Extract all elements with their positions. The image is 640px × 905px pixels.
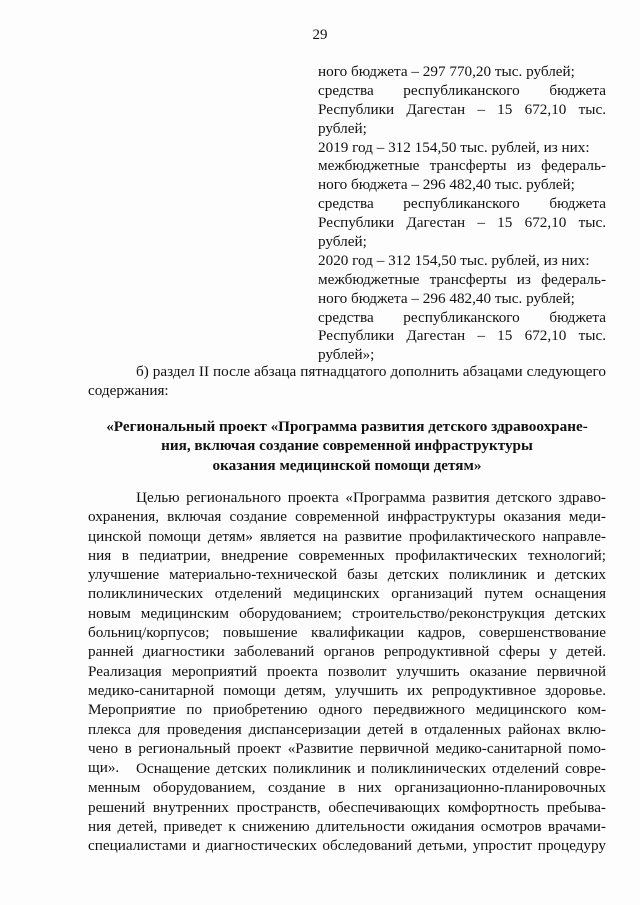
text-line: медико-санитарной помощи детям, улучшить их репродуктивное здоровье. xyxy=(88,681,606,699)
text-line: охранения, включая создание современной инфраструктуры оказания меди- xyxy=(88,508,606,526)
budget-line: Республики Дагестан – 15 672,10 тыс. xyxy=(318,327,606,345)
budget-line: Республики Дагестан – 15 672,10 тыс. xyxy=(318,100,606,118)
budget-line: Республики Дагестан – 15 672,10 тыс. xyxy=(318,214,606,232)
budget-line: ного бюджета – 296 482,40 тыс. рублей; xyxy=(318,176,575,194)
budget-column xyxy=(318,63,606,365)
text-line: содержания: xyxy=(88,382,169,400)
budget-line: 2020 год – 312 154,50 тыс. рублей, из них: xyxy=(318,251,590,269)
heading-line: «Региональный проект «Программа развития детского здравоохране- xyxy=(106,418,588,435)
budget-line: межбюджетные трансферты из федераль- xyxy=(318,270,606,288)
text-line: Мероприятие по приобретению одного передвижного медицинского ком- xyxy=(88,701,606,719)
budget-line: ного бюджета – 296 482,40 тыс. рублей; xyxy=(318,289,575,307)
budget-line: средства республиканского бюджета xyxy=(318,195,606,213)
text-line: плекса для проведения диспансеризации детей в отдаленных районах вклю- xyxy=(88,720,606,738)
text-line: поликлинических отделений медицинских организаций путем оснащения xyxy=(88,585,606,603)
text-line: улучшение материально-технической базы детских поликлиник и детских xyxy=(88,566,606,584)
text-line: щи». xyxy=(88,759,120,777)
budget-line: ного бюджета – 297 770,20 тыс. рублей; xyxy=(318,63,575,80)
body-paragraph-1 xyxy=(88,488,606,777)
text-line: ния в педиатрии, внедрение современных профилактических технологий; xyxy=(88,546,606,564)
amendment-paragraph xyxy=(88,362,606,401)
page-number: 29 xyxy=(312,27,328,43)
budget-line: средства республиканского бюджета xyxy=(318,81,606,99)
text-line: больниц/корпусов; повышение квалификации кадров, совершенствование xyxy=(88,624,606,642)
text-line: Оснащение детских поликлиник и поликлинических отделений совре- xyxy=(136,760,606,777)
text-line: ранней диагностики заболеваний органов репродуктивной сферы у детей. xyxy=(88,643,606,661)
text-line: цинской помощи детям» является на развитие профилактического направле- xyxy=(88,527,606,545)
budget-line: рублей; xyxy=(318,233,367,251)
text-line: б) раздел II после абзаца пятнадцатого дополнить абзацами следующего xyxy=(136,363,606,380)
body-paragraph-2 xyxy=(88,759,606,855)
text-line: Целью регионального проекта «Программа развития детского здраво- xyxy=(136,489,606,506)
text-line: новым медицинским оборудованием; строительство/реконструкция детских xyxy=(88,604,606,622)
budget-line: межбюджетные трансферты из федераль- xyxy=(318,157,606,175)
text-line: менным оборудованием, создание в них организационно-планировочных xyxy=(88,779,606,797)
heading-line: ния, включая создание современной инфраструктуры xyxy=(161,437,533,455)
budget-line: 2019 год – 312 154,50 тыс. рублей, из них: xyxy=(318,138,590,156)
budget-line: средства республиканского бюджета xyxy=(318,308,606,326)
budget-line: рублей; xyxy=(318,119,367,137)
text-line: решений внутренних пространств, обеспечивающих комфортность пребыва- xyxy=(88,798,606,816)
text-line: ния детей, приведет к снижению длительности ожидания осмотров врачами- xyxy=(88,817,606,835)
section-heading xyxy=(88,417,606,475)
text-line: Реализация мероприятий проекта позволит улучшить оказание первичной xyxy=(88,662,606,680)
heading-line: оказания медицинской помощи детям» xyxy=(212,456,482,474)
text-line: чено в региональный проект «Развитие первичной медико-санитарной помо- xyxy=(88,739,606,757)
budget-line: рублей»; xyxy=(318,346,375,364)
text-line: специалистами и диагностических обследований детьми, упростит процедуру xyxy=(88,837,606,855)
